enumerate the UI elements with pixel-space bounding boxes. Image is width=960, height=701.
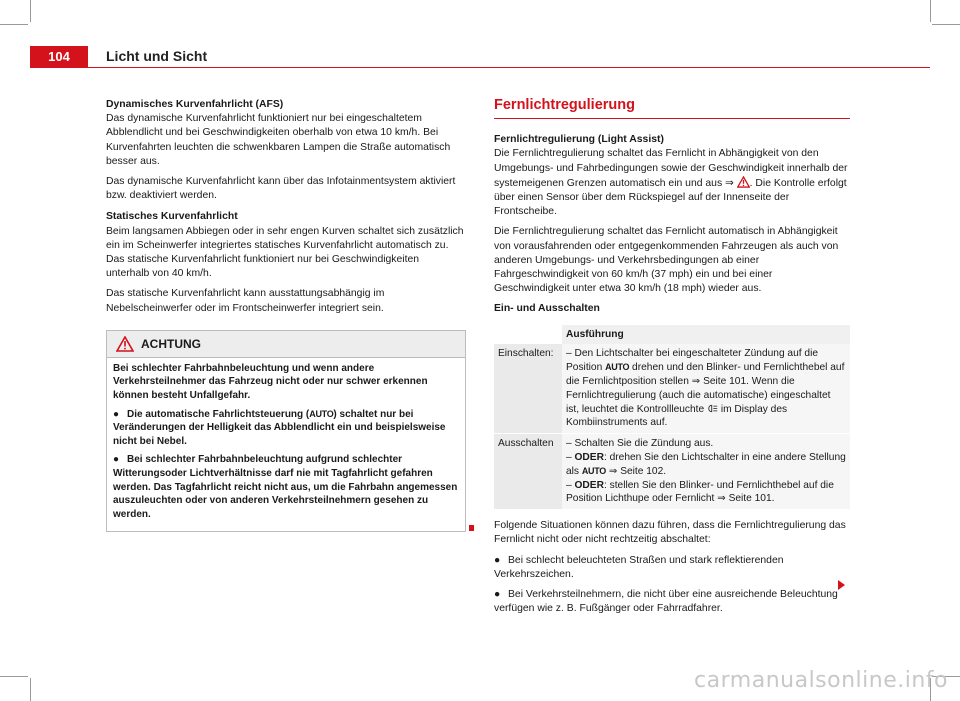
table-row-label-off: Ausschalten xyxy=(494,434,562,509)
warning-triangle-icon xyxy=(116,336,134,352)
continue-arrow-icon xyxy=(838,580,845,590)
dash: – xyxy=(566,479,575,491)
table-row-off-line-3-post: : stellen Sie den Blinker- und Fernlichthebel auf die Position Lichthupe oder Fernlicht ⇒ Seite 101. xyxy=(566,479,834,505)
bullet-icon: ● xyxy=(113,454,120,466)
warning-bullet-1 xyxy=(113,408,459,449)
table-row-off-line-2 xyxy=(566,451,846,479)
static-heading: Statisches Kurvenfahrlicht xyxy=(106,211,238,223)
auto-symbol-icon: AUTO xyxy=(309,408,334,419)
bullet-icon: ● xyxy=(113,408,120,420)
auto-symbol-icon: AUTO xyxy=(581,465,606,476)
table-row-off-line-3 xyxy=(566,479,846,507)
situation-bullet-1 xyxy=(494,554,850,582)
table-row-content-off xyxy=(562,434,850,509)
situation-bullet-2 xyxy=(494,588,850,616)
or-label: ODER xyxy=(574,479,604,491)
table-row-off-line-2-pre: : drehen Sie den Lichtschalter in eine andere Stellung als xyxy=(566,452,846,477)
left-column xyxy=(106,98,464,532)
static-paragraph-2: Das statische Kurvenfahrlicht kann ausstattungsabhängig im Nebelscheinwerfer oder im Frontscheinwerfer integriert sein. xyxy=(106,288,385,314)
light-assist-paragraph-1-post: . Die Kontrolle erfolgt über einen Sensor über dem Rückspiegel auf der Innenseite der Frontscheibe. xyxy=(494,177,847,218)
table-header-execution: Ausführung xyxy=(562,325,850,345)
warning-paragraph: Bei schlechter Fahrbahnbeleuchtung und wenn andere Verkehrsteilnehmer das Fahrzeug nicht oder nur schwer erkennen können besteht Unfallgefahr. xyxy=(113,362,428,402)
table-row-label-on: Einschalten: xyxy=(494,344,562,433)
afs-paragraph-1: Das dynamische Kurvenfahrlicht funktioniert nur bei eingeschaltetem Abblendlicht und bei Geschwindigkeiten oberhalb von etwa 10 km/h. Bei Kurvenfahrten leuchten die schwenkbaren Lampen die Straße automatisch besser aus. xyxy=(106,113,451,167)
or-label: ODER xyxy=(574,452,604,464)
on-off-table xyxy=(494,325,850,510)
table-row xyxy=(494,344,850,433)
static-paragraph-1: Beim langsamen Abbiegen oder in sehr engen Kurven schaltet sich zusätzlich ein im Scheinwerfer integriertes statisches Kurvenfahrlicht automatisch zu. Das statische Kurvenfahrlicht funktioniert nur bei Geschwindigkeiten unterhalb von 40 km/h. xyxy=(106,225,464,280)
light-assist-paragraph-2: Die Fernlichtregulierung schaltet das Fernlicht automatisch in Abhängigkeit von vorausfahrenden oder entgegenkommenden Fahrzeugen als auch von anderen Umgebungs- und Verkehrsbedingungen ab einer Fahrgeschwindigkeit von 60 km/h (37 mph) ein und bei einer Geschwindigkeit unter etwa 30 km/h (18 mph) wieder aus. xyxy=(494,226,839,295)
warning-title: ACHTUNG xyxy=(141,336,201,351)
table-row-off-line-1: – Schalten Sie die Zündung aus. xyxy=(566,438,714,450)
header-rule xyxy=(88,67,930,68)
section-title: Fernlichtregulierung xyxy=(494,98,850,119)
warning-bullet-2-text: Bei schlechter Fahrbahnbeleuchtung aufgrund schlechter Witterungsoder Lichtverhältnisse darf nie mit Tagfahrlicht gefahren werden. Das Tagfahrlicht reicht nicht aus, um die Fahrbahn angemessen auszuleuchten oder von anderen Verkehrsteilnehmern gesehen zu werden. xyxy=(113,454,458,520)
section-end-mark xyxy=(469,525,474,531)
warning-bullet-2 xyxy=(113,453,459,521)
table-row-off-line-2-post: ⇒ Seite 102. xyxy=(606,465,667,477)
warning-triangle-icon[interactable] xyxy=(737,176,750,188)
crop-mark xyxy=(0,676,28,677)
table-row-content-on xyxy=(562,344,850,433)
situation-bullet-2-text: Bei Verkehrsteilnehmern, die nicht über eine ausreichende Beleuchtung verfügen wie z. B. Fußgänger oder Fahrradfahrer. xyxy=(494,589,838,615)
crop-mark xyxy=(930,0,931,22)
table-row xyxy=(494,434,850,509)
crop-mark xyxy=(932,24,960,25)
table-row-on-post: im Display des Kombiinstruments auf. xyxy=(566,403,788,429)
crop-mark xyxy=(0,24,28,25)
warning-box xyxy=(106,330,466,533)
warning-body xyxy=(107,358,465,532)
chapter-title: Licht und Sicht xyxy=(106,48,208,64)
situations-paragraph: Folgende Situationen können dazu führen, dass die Fernlichtregulierung das Fernlicht nicht oder nicht rechtzeitig abschaltet: xyxy=(494,520,846,546)
table-row-on-pre: – Den Lichtschalter bei eingeschalteter Zündung auf die Position xyxy=(566,348,819,374)
warning-header xyxy=(107,331,465,358)
light-assist-paragraph-1-pre: Die Fernlichtregulierung schaltet das Fernlicht in Abhängigkeit von den Umgebungs- und Fahrbedingungen sowie der Geschwindigkeit innerhalb der systemeigenen Grenzen automatisch ein und aus ⇒ xyxy=(494,148,848,189)
table-row-on-mid: drehen und den Blinker- und Fernlichthebel auf die Fernlichtposition stellen ⇒ Seite 101. Wenn die Fernlichtregulierung (auch die automatische) eingeschaltet ist, leuchtet die Kontrollleuchte xyxy=(566,362,845,415)
watermark: carmanualsonline.info xyxy=(694,668,948,693)
afs-heading: Dynamisches Kurvenfahrlicht (AFS) xyxy=(106,99,284,110)
crop-mark xyxy=(30,678,31,701)
bullet-icon: ● xyxy=(494,589,501,601)
auto-symbol-icon: AUTO xyxy=(605,362,630,373)
bullet-icon: ● xyxy=(494,554,501,566)
situation-bullet-1-text: Bei schlecht beleuchteten Straßen und stark reflektierenden Verkehrszeichen. xyxy=(494,554,784,580)
warning-bullet-1-post: ) schaltet nur bei Veränderungen der Helligkeit das Abblendlicht ein und beispielsweise nicht bei Nebel. xyxy=(113,408,446,447)
warning-bullet-1-pre: Die automatische Fahrlichtsteuerung ( xyxy=(127,408,310,420)
light-assist-heading: Fernlichtregulierung (Light Assist) xyxy=(494,134,664,146)
afs-paragraph-2: Das dynamische Kurvenfahrlicht kann über das Infotainmentsystem aktiviert bzw. deaktiviert werden. xyxy=(106,176,456,202)
high-beam-assist-indicator-icon xyxy=(707,404,718,413)
right-column xyxy=(494,98,850,622)
dash: – xyxy=(566,452,575,464)
table-corner xyxy=(494,325,562,345)
crop-mark xyxy=(30,0,31,22)
light-assist-paragraph-1 xyxy=(494,147,850,219)
page-number: 104 xyxy=(30,46,88,68)
on-off-heading: Ein- und Ausschalten xyxy=(494,303,600,315)
